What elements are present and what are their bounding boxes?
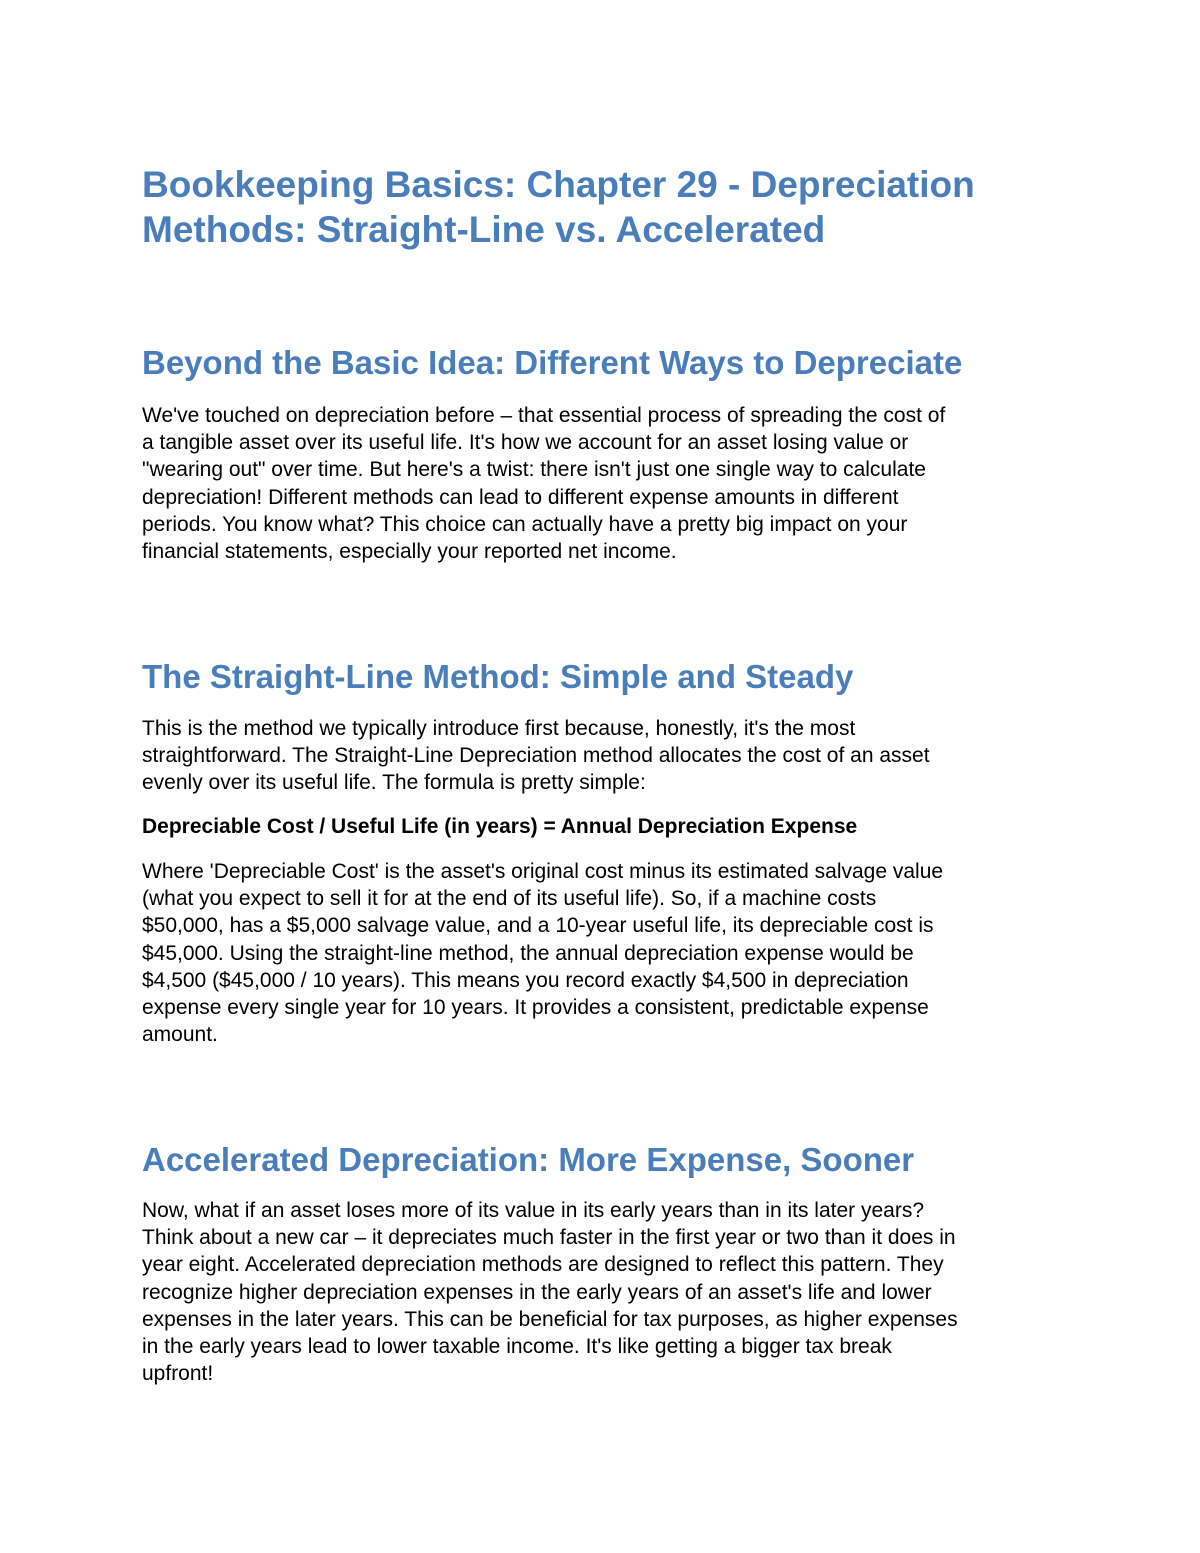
section-heading-beyond-basic-idea: Beyond the Basic Idea: Different Ways to Depreciate xyxy=(142,344,963,381)
paragraph-line: Where 'Depreciable Cost' is the asset's original cost minus its estimated salvage value xyxy=(142,860,944,883)
section1-paragraph xyxy=(142,402,1062,565)
title-line: Methods: Straight-Line vs. Accelerated xyxy=(142,209,826,250)
section2-paragraph-example xyxy=(142,858,1062,1048)
section3-paragraph xyxy=(142,1197,1062,1387)
title-line: Bookkeeping Basics: Chapter 29 - Depreciation xyxy=(142,164,975,205)
paragraph-line: straightforward. The Straight-Line Depreciation method allocates the cost of an asset xyxy=(142,744,930,768)
paragraph-line: $4,500 ($45,000 / 10 years). This means you record exactly $4,500 in depreciation xyxy=(142,968,909,992)
paragraph-line: expenses in the later years. This can be beneficial for tax purposes, as higher expenses xyxy=(142,1307,958,1331)
paragraph-line: periods. You know what? This choice can actually have a pretty big impact on your xyxy=(142,512,908,536)
paragraph-line: Think about a new car – it depreciates much faster in the first year or two than it does in xyxy=(142,1226,956,1250)
paragraph-line: We've touched on depreciation before – that essential process of spreading the cost of xyxy=(142,404,946,427)
document-title xyxy=(142,162,1062,252)
paragraph-line: Now, what if an asset loses more of its value in its early years than in its later years? xyxy=(142,1199,925,1222)
paragraph-line: "wearing out" over time. But here's a twist: there isn't just one single way to calculate xyxy=(142,458,926,482)
paragraph-line: recognize higher depreciation expenses in the early years of an asset's life and lower xyxy=(142,1280,932,1304)
paragraph-line: amount. xyxy=(142,1023,218,1047)
paragraph-line: in the early years lead to lower taxable income. It's like getting a bigger tax break xyxy=(142,1335,892,1359)
paragraph-line: $50,000, has a $5,000 salvage value, and a 10-year useful life, its depreciable cost is xyxy=(142,914,934,938)
paragraph-line: $45,000. Using the straight-line method, the annual depreciation expense would be xyxy=(142,941,914,965)
paragraph-line: depreciation! Different methods can lead to different expense amounts in different xyxy=(142,485,899,509)
depreciation-formula: Depreciable Cost / Useful Life (in years) = Annual Depreciation Expense xyxy=(142,815,858,838)
paragraph-line: a tangible asset over its useful life. It's how we account for an asset losing value or xyxy=(142,431,909,455)
paragraph-line: (what you expect to sell it for at the end of its useful life). So, if a machine costs xyxy=(142,887,877,911)
paragraph-line: upfront! xyxy=(142,1362,214,1386)
paragraph-line: This is the method we typically introduce first because, honestly, it's the most xyxy=(142,717,856,740)
paragraph-line: expense every single year for 10 years. It provides a consistent, predictable expense xyxy=(142,996,929,1020)
paragraph-line: evenly over its useful life. The formula is pretty simple: xyxy=(142,771,646,795)
paragraph-line: financial statements, especially your reported net income. xyxy=(142,540,677,564)
paragraph-line: year eight. Accelerated depreciation methods are designed to reflect this pattern. They xyxy=(142,1253,944,1277)
section2-paragraph-intro xyxy=(142,715,1062,797)
section-heading-straight-line: The Straight-Line Method: Simple and Steady xyxy=(142,658,854,695)
section-heading-accelerated: Accelerated Depreciation: More Expense, Sooner xyxy=(142,1141,915,1178)
